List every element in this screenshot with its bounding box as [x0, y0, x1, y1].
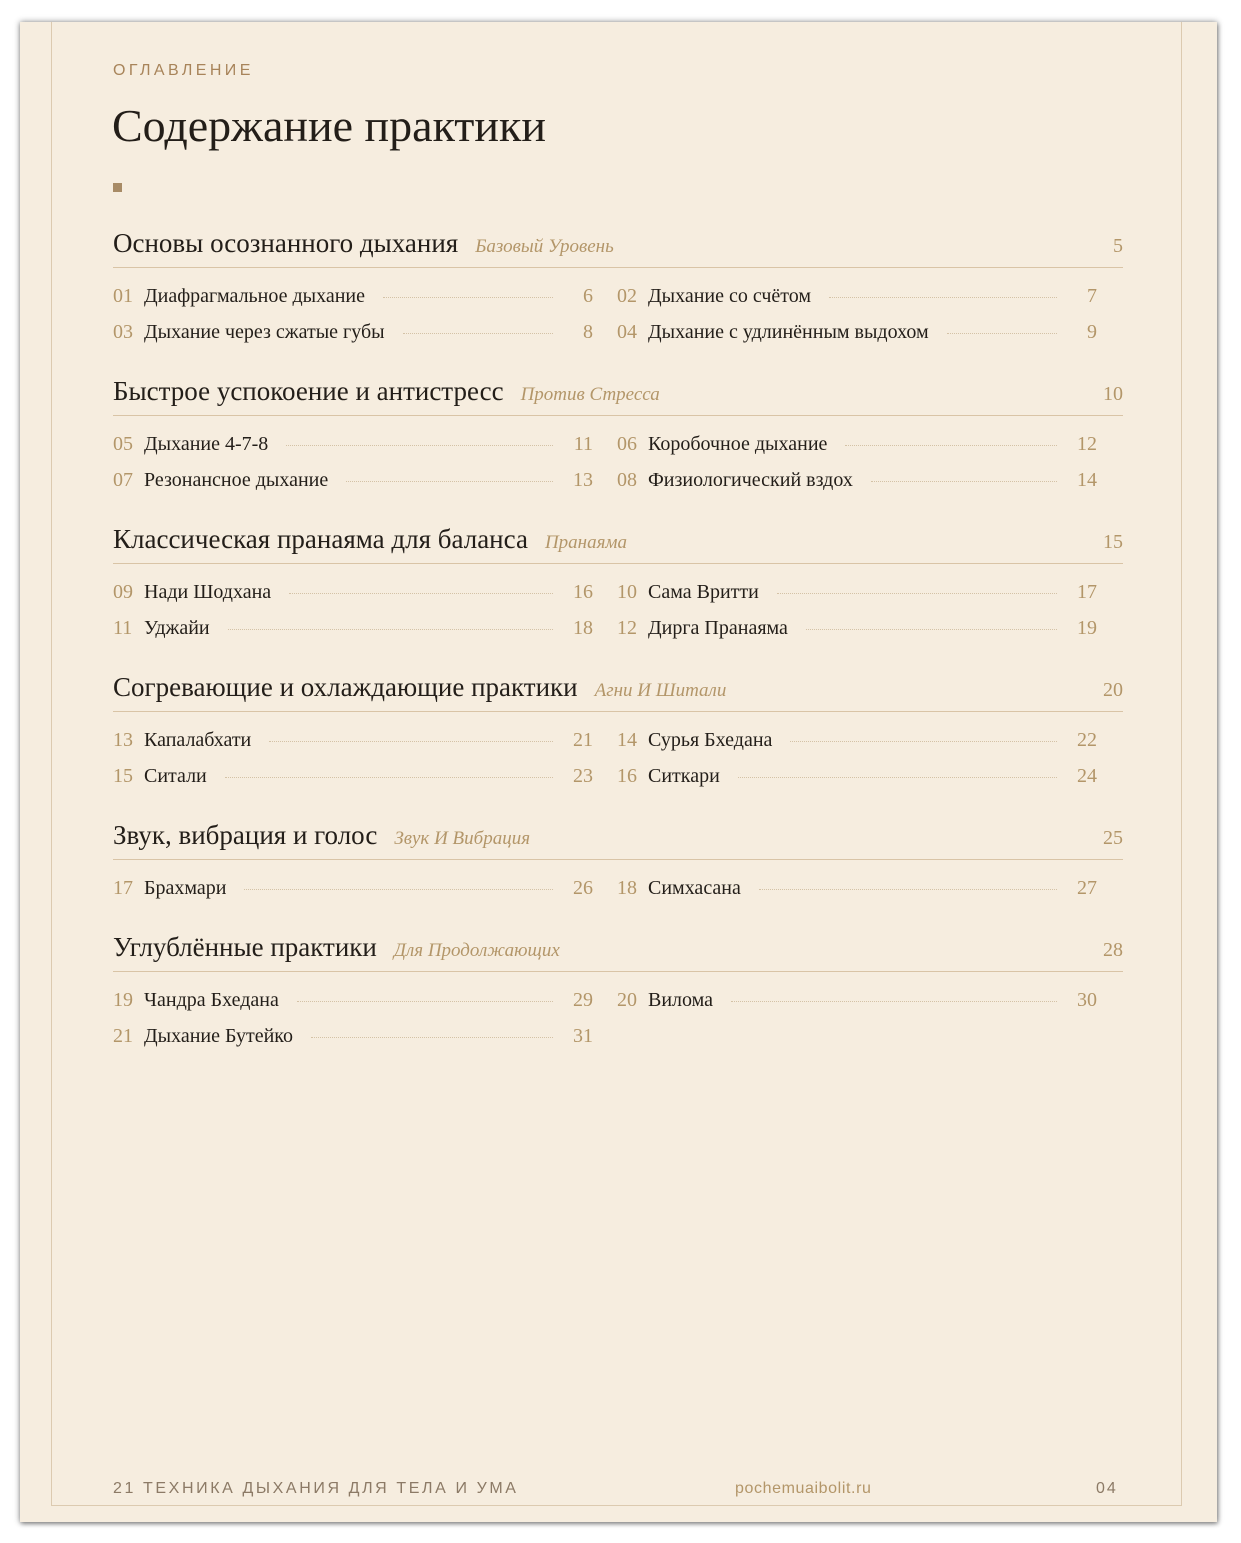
- entry-page-number: 29: [573, 988, 593, 1011]
- entry-title: Дыхание со счётом: [648, 284, 812, 307]
- toc-entry[interactable]: [113, 574, 593, 610]
- toc-section: [113, 222, 1123, 350]
- entry-page-number: 24: [1077, 764, 1097, 787]
- dotted-leader: [777, 593, 1057, 594]
- dotted-leader: [311, 1037, 553, 1038]
- entry-title: Резонансное дыхание: [144, 468, 329, 491]
- page-title: Содержание практики: [112, 100, 546, 151]
- entry-list: [113, 416, 1123, 498]
- section-heading[interactable]: [113, 370, 1123, 416]
- entry-number: 19: [113, 988, 133, 1011]
- entry-number: 15: [113, 764, 133, 787]
- toc-entry[interactable]: [113, 278, 593, 314]
- footer-book-title: 21 ТЕХНИКА ДЫХАНИЯ ДЛЯ ТЕЛА И УМА: [113, 1480, 519, 1497]
- entry-number: 09: [113, 580, 133, 603]
- section-tag: Звук И Вибрация: [394, 828, 531, 849]
- entry-title: Уджайи: [144, 616, 210, 639]
- toc-section: [113, 518, 1123, 646]
- entry-number: 06: [617, 432, 637, 455]
- entry-title: Дыхание с удлинённым выдохом: [648, 320, 929, 343]
- section-title: Классическая пранаяма для баланса: [113, 524, 528, 554]
- entry-list: [113, 268, 1123, 350]
- toc-section: [113, 926, 1123, 1054]
- dotted-leader: [790, 741, 1057, 742]
- dotted-leader: [346, 481, 553, 482]
- toc-entry[interactable]: [617, 758, 1097, 794]
- entry-title: Дыхание через сжатые губы: [144, 320, 385, 343]
- dotted-leader: [738, 777, 1057, 778]
- dotted-leader: [806, 629, 1057, 630]
- toc-entry[interactable]: [617, 314, 1097, 350]
- entry-page-number: 12: [1077, 432, 1097, 455]
- entry-page-number: 11: [573, 432, 593, 455]
- section-heading[interactable]: [113, 814, 1123, 860]
- document-page: [20, 22, 1217, 1522]
- section-title: Быстрое успокоение и антистресс: [113, 376, 504, 406]
- footer-website-link[interactable]: pochemuaibolit.ru: [735, 1480, 872, 1497]
- dotted-leader: [403, 333, 553, 334]
- toc-entry[interactable]: [113, 462, 593, 498]
- toc-entry[interactable]: [113, 870, 593, 906]
- toc-entry[interactable]: [617, 574, 1097, 610]
- section-page-number: 25: [1103, 827, 1123, 849]
- toc-entry[interactable]: [617, 982, 1097, 1018]
- entry-page-number: 14: [1077, 468, 1097, 491]
- entry-number: 05: [113, 432, 133, 455]
- toc-entry[interactable]: [113, 722, 593, 758]
- entry-page-number: 30: [1077, 988, 1097, 1011]
- entry-title: Брахмари: [144, 876, 227, 899]
- entry-list: [113, 860, 1123, 906]
- entry-title: Вилома: [648, 988, 714, 1011]
- toc-entry[interactable]: [113, 610, 593, 646]
- section-heading[interactable]: [113, 222, 1123, 268]
- section-page-number: 5: [1113, 235, 1123, 257]
- table-of-contents: [113, 222, 1123, 1074]
- section-tag: Базовый Уровень: [475, 236, 614, 257]
- entry-number: 02: [617, 284, 637, 307]
- entry-title: Дыхание 4-7-8: [144, 432, 269, 455]
- toc-entry[interactable]: [113, 758, 593, 794]
- dotted-leader: [228, 629, 553, 630]
- section-heading[interactable]: [113, 926, 1123, 972]
- entry-page-number: 27: [1077, 876, 1097, 899]
- entry-number: 12: [617, 616, 637, 639]
- toc-entry[interactable]: [617, 462, 1097, 498]
- entry-title: Ситкари: [648, 764, 720, 787]
- entry-page-number: 18: [573, 616, 593, 639]
- entry-title: Ситали: [144, 764, 207, 787]
- entry-number: 14: [617, 728, 637, 751]
- entry-number: 08: [617, 468, 637, 491]
- section-tag: Для Продолжающих: [393, 940, 560, 961]
- entry-page-number: 22: [1077, 728, 1097, 751]
- dotted-leader: [871, 481, 1057, 482]
- section-title: Основы осознанного дыхания: [113, 228, 459, 258]
- dotted-leader: [289, 593, 553, 594]
- entry-page-number: 16: [573, 580, 593, 603]
- toc-entry[interactable]: [617, 426, 1097, 462]
- toc-entry[interactable]: [113, 982, 593, 1018]
- entry-number: 10: [617, 580, 637, 603]
- section-heading[interactable]: [113, 518, 1123, 564]
- entry-page-number: 26: [573, 876, 593, 899]
- toc-entry[interactable]: [113, 426, 593, 462]
- entry-number: 13: [113, 728, 133, 751]
- entry-title: Нади Шодхана: [144, 580, 272, 603]
- dotted-leader: [269, 741, 553, 742]
- entry-page-number: 13: [573, 468, 593, 491]
- dotted-leader: [947, 333, 1057, 334]
- section-tag: Агни И Шитали: [594, 680, 727, 701]
- page-eyebrow: ОГЛАВЛЕНИЕ: [113, 62, 254, 79]
- entry-page-number: 31: [573, 1024, 593, 1047]
- dotted-leader: [759, 889, 1057, 890]
- toc-entry[interactable]: [113, 314, 593, 350]
- section-page-number: 20: [1103, 679, 1123, 701]
- section-title: Согревающие и охлаждающие практики: [113, 672, 578, 702]
- entry-title: Чандра Бхедана: [144, 988, 279, 1011]
- section-heading[interactable]: [113, 666, 1123, 712]
- entry-number: 20: [617, 988, 637, 1011]
- entry-page-number: 7: [1087, 284, 1097, 307]
- entry-title: Диафрагмальное дыхание: [144, 284, 366, 307]
- toc-section: [113, 666, 1123, 794]
- entry-list: [113, 564, 1123, 646]
- toc-entry[interactable]: [617, 610, 1097, 646]
- dotted-leader: [244, 889, 553, 890]
- dotted-leader: [829, 297, 1057, 298]
- toc-entry[interactable]: [113, 1018, 593, 1054]
- entry-title: Физиологический вздох: [648, 468, 853, 491]
- entry-number: 18: [617, 876, 637, 899]
- dotted-leader: [383, 297, 553, 298]
- toc-entry[interactable]: [617, 870, 1097, 906]
- entry-number: 04: [617, 320, 637, 343]
- entry-number: 03: [113, 320, 133, 343]
- accent-square: [113, 183, 122, 192]
- entry-title: Капалабхати: [144, 728, 252, 751]
- section-tag: Против Стресса: [520, 384, 660, 405]
- section-page-number: 15: [1103, 531, 1123, 553]
- entry-page-number: 9: [1087, 320, 1097, 343]
- entry-number: 11: [113, 616, 133, 639]
- section-page-number: 28: [1103, 939, 1123, 961]
- entry-number: 16: [617, 764, 637, 787]
- dotted-leader: [286, 445, 553, 446]
- entry-page-number: 17: [1077, 580, 1097, 603]
- section-page-number: 10: [1103, 383, 1123, 405]
- section-tag: Пранаяма: [544, 532, 628, 553]
- entry-title: Сурья Бхедана: [648, 728, 773, 751]
- entry-list: [113, 972, 1123, 1054]
- entry-title: Дыхание Бутейко: [144, 1024, 293, 1047]
- entry-page-number: 21: [573, 728, 593, 751]
- toc-entry[interactable]: [617, 722, 1097, 758]
- entry-page-number: 6: [583, 284, 593, 307]
- entry-title: Сама Вритти: [648, 580, 759, 603]
- entry-number: 07: [113, 468, 133, 491]
- entry-number: 01: [113, 284, 133, 307]
- entry-title: Коробочное дыхание: [648, 432, 828, 455]
- dotted-leader: [845, 445, 1057, 446]
- toc-entry[interactable]: [617, 278, 1097, 314]
- entry-page-number: 23: [573, 764, 593, 787]
- entry-title: Дирга Пранаяма: [648, 616, 788, 639]
- entry-number: 21: [113, 1024, 133, 1047]
- toc-section: [113, 370, 1123, 498]
- section-title: Звук, вибрация и голос: [113, 820, 378, 850]
- dotted-leader: [297, 1001, 553, 1002]
- entry-number: 17: [113, 876, 133, 899]
- entry-title: Симхасана: [648, 876, 741, 899]
- dotted-leader: [225, 777, 553, 778]
- toc-section: [113, 814, 1123, 906]
- entry-page-number: 8: [583, 320, 593, 343]
- footer-page-number: 04: [1096, 1480, 1118, 1497]
- entry-page-number: 19: [1077, 616, 1097, 639]
- section-title: Углублённые практики: [113, 932, 377, 962]
- dotted-leader: [731, 1001, 1057, 1002]
- entry-list: [113, 712, 1123, 794]
